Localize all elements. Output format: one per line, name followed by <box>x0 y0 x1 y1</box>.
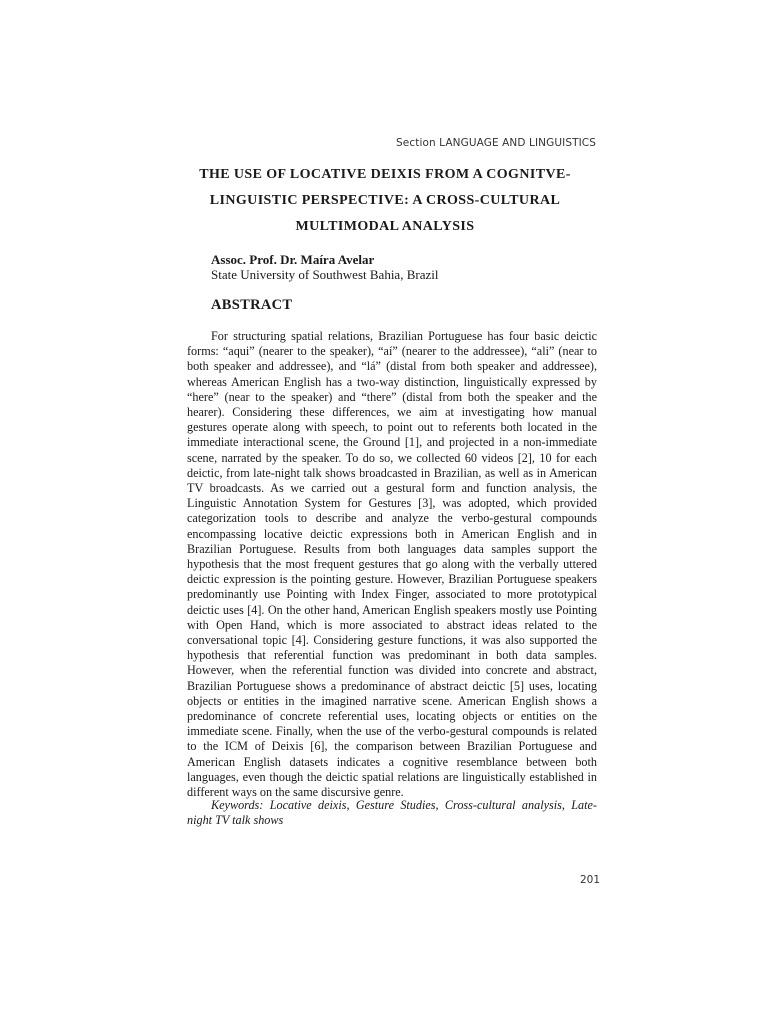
title-line: LINGUISTIC PERSPECTIVE: A CROSS-CULTURAL <box>209 193 561 208</box>
abstract-heading: ABSTRACT <box>211 297 293 313</box>
title-line: MULTIMODAL ANALYSIS <box>295 219 475 234</box>
author-name: Assoc. Prof. Dr. Maíra Avelar <box>211 252 375 267</box>
title-line: THE USE OF LOCATIVE DEIXIS FROM A COGNITVE- <box>199 167 571 182</box>
author-block <box>211 252 438 282</box>
author-affiliation: State University of Southwest Bahia, Brazil <box>211 267 439 282</box>
section-header: Section LANGUAGE AND LINGUISTICS <box>396 137 596 149</box>
paper-title <box>175 162 595 240</box>
keywords: Keywords: Locative deixis, Gesture Studies, Cross-cultural analysis, Late-night TV talk shows <box>187 798 597 828</box>
page-number: 201 <box>580 874 601 886</box>
abstract-body: For structuring spatial relations, Brazilian Portuguese has four basic deictic forms: “aqui” (nearer to the speaker), “aí” (nearer to the addressee), “ali” (near to both speaker and addressee), and “lá” (distal from both speaker and addressee), whereas American English has a two-way distinction, linguistically expressed by “here” (near to the speaker) and “there” (distal from both the speaker and the hearer). Considering these differences, we aim at investigating how manual gestures operate along with speech, to point out to referents both located in the immediate interactional scene, the Ground [1], and projected in a non-immediate scene, narrated by the speaker. To do so, we collected 60 videos [2], 10 for each deictic, from late-night talk shows broadcasted in Brazilian, as well as in American TV broadcasts. As we carried out a gestural form and function analysis, the Linguistic Annotation System for Gestures [3], was adopted, which provided categorization tools to describe and analyze the verbo-gestural compounds encompassing locative deictic expressions both in American English and in Brazilian Portuguese. Results from both languages data samples support the hypothesis that the most frequent gestures that go along with the verbally uttered deictic expression is the pointing gesture. However, Brazilian Portuguese speakers predominantly use Pointing with Index Finger, associated to more prototypical deictic uses [4]. On the other hand, American English speakers mostly use Pointing with Open Hand, which is more associated to abstract ideas related to the conversational topic [4]. Considering gesture functions, it was also supported the hypothesis that referential function was predominant in both data samples. However, when the referential function was divided into concrete and abstract, Brazilian Portuguese shows a predominance of abstract deictic [5] uses, locating objects or entities in the imagined narrative scene. American English shows a predominance of concrete referential uses, locating objects or entities on the immediate scene. Finally, when the use of the verbo-gestural compounds is related to the ICM of Deixis [6], the comparison between Brazilian Portuguese and American English datasets indicates a cognitive resemblance between both languages, even though the deictic spatial relations are linguistically established in different ways on the same discursive genre. <box>187 329 597 800</box>
